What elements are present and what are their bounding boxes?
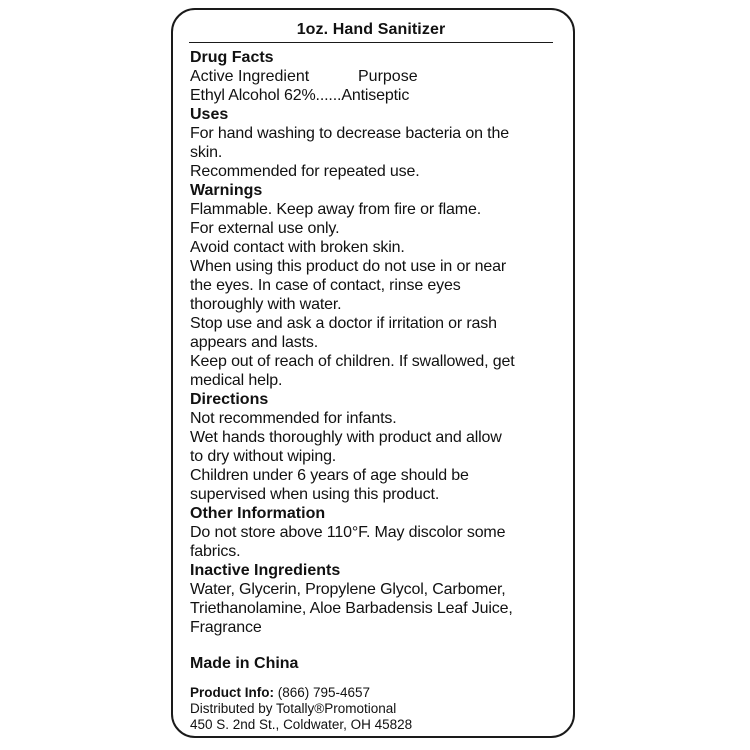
spacer [190,637,561,654]
inactive-ingredients-line: Fragrance [190,619,262,636]
uses-line: For hand washing to decrease bacteria on the [190,125,509,142]
drug-facts-heading: Drug Facts [190,49,274,66]
distributor-line: Distributed by Totally®Promotional [190,701,397,716]
warnings-line: Avoid contact with broken skin. [190,239,405,256]
inactive-ingredients-line: Water, Glycerin, Propylene Glycol, Carbomer, [190,581,506,598]
title-divider [189,42,553,43]
made-in-heading: Made in China [190,655,299,672]
other-information-heading: Other Information [190,505,326,522]
warnings-line: Keep out of reach of children. If swallowed, get [190,353,515,370]
warnings-line: thoroughly with water. [190,296,342,313]
label-title: 1oz. Hand Sanitizer [296,21,446,38]
address-line: 450 S. 2nd St., Coldwater, OH 45828 [190,717,413,732]
directions-heading: Directions [190,391,269,408]
inactive-ingredients-line: Triethanolamine, Aloe Barbadensis Leaf Juice, [190,600,513,617]
warnings-line: When using this product do not use in or near [190,258,507,275]
uses-heading: Uses [190,106,229,123]
spacer [190,673,561,685]
directions-line: Wet hands thoroughly with product and allow [190,429,502,446]
directions-line: supervised when using this product. [190,486,440,503]
warnings-line: For external use only. [190,220,340,237]
purpose-label: Purpose [358,68,418,85]
directions-line: to dry without wiping. [190,448,337,465]
warnings-heading: Warnings [190,182,263,199]
label-content [190,48,561,733]
product-info-label: Product Info: [190,685,274,700]
warnings-line: Stop use and ask a doctor if irritation or rash [190,315,497,332]
warnings-line: the eyes. In case of contact, rinse eyes [190,277,461,294]
product-info-phone: (866) 795-4657 [274,685,371,700]
active-ingredient-row [190,86,561,105]
other-information-line: fabrics. [190,543,241,560]
directions-line: Children under 6 years of age should be [190,467,469,484]
warnings-line: medical help. [190,372,283,389]
active-ingredient-value: Ethyl Alcohol 62%...... [190,87,342,104]
warnings-line: appears and lasts. [190,334,319,351]
directions-line: Not recommended for infants. [190,410,397,427]
uses-line: Recommended for repeated use. [190,163,420,180]
active-ingredient-label: Active Ingredient [190,68,310,85]
warnings-line: Flammable. Keep away from fire or flame. [190,201,481,218]
drug-facts-label [171,8,575,738]
other-information-line: Do not store above 110°F. May discolor some [190,524,506,541]
active-ingredient-header-row [190,67,561,86]
inactive-ingredients-heading: Inactive Ingredients [190,562,341,579]
purpose-value: Antiseptic [341,87,410,104]
uses-line: skin. [190,144,223,161]
product-info-line [190,685,561,701]
